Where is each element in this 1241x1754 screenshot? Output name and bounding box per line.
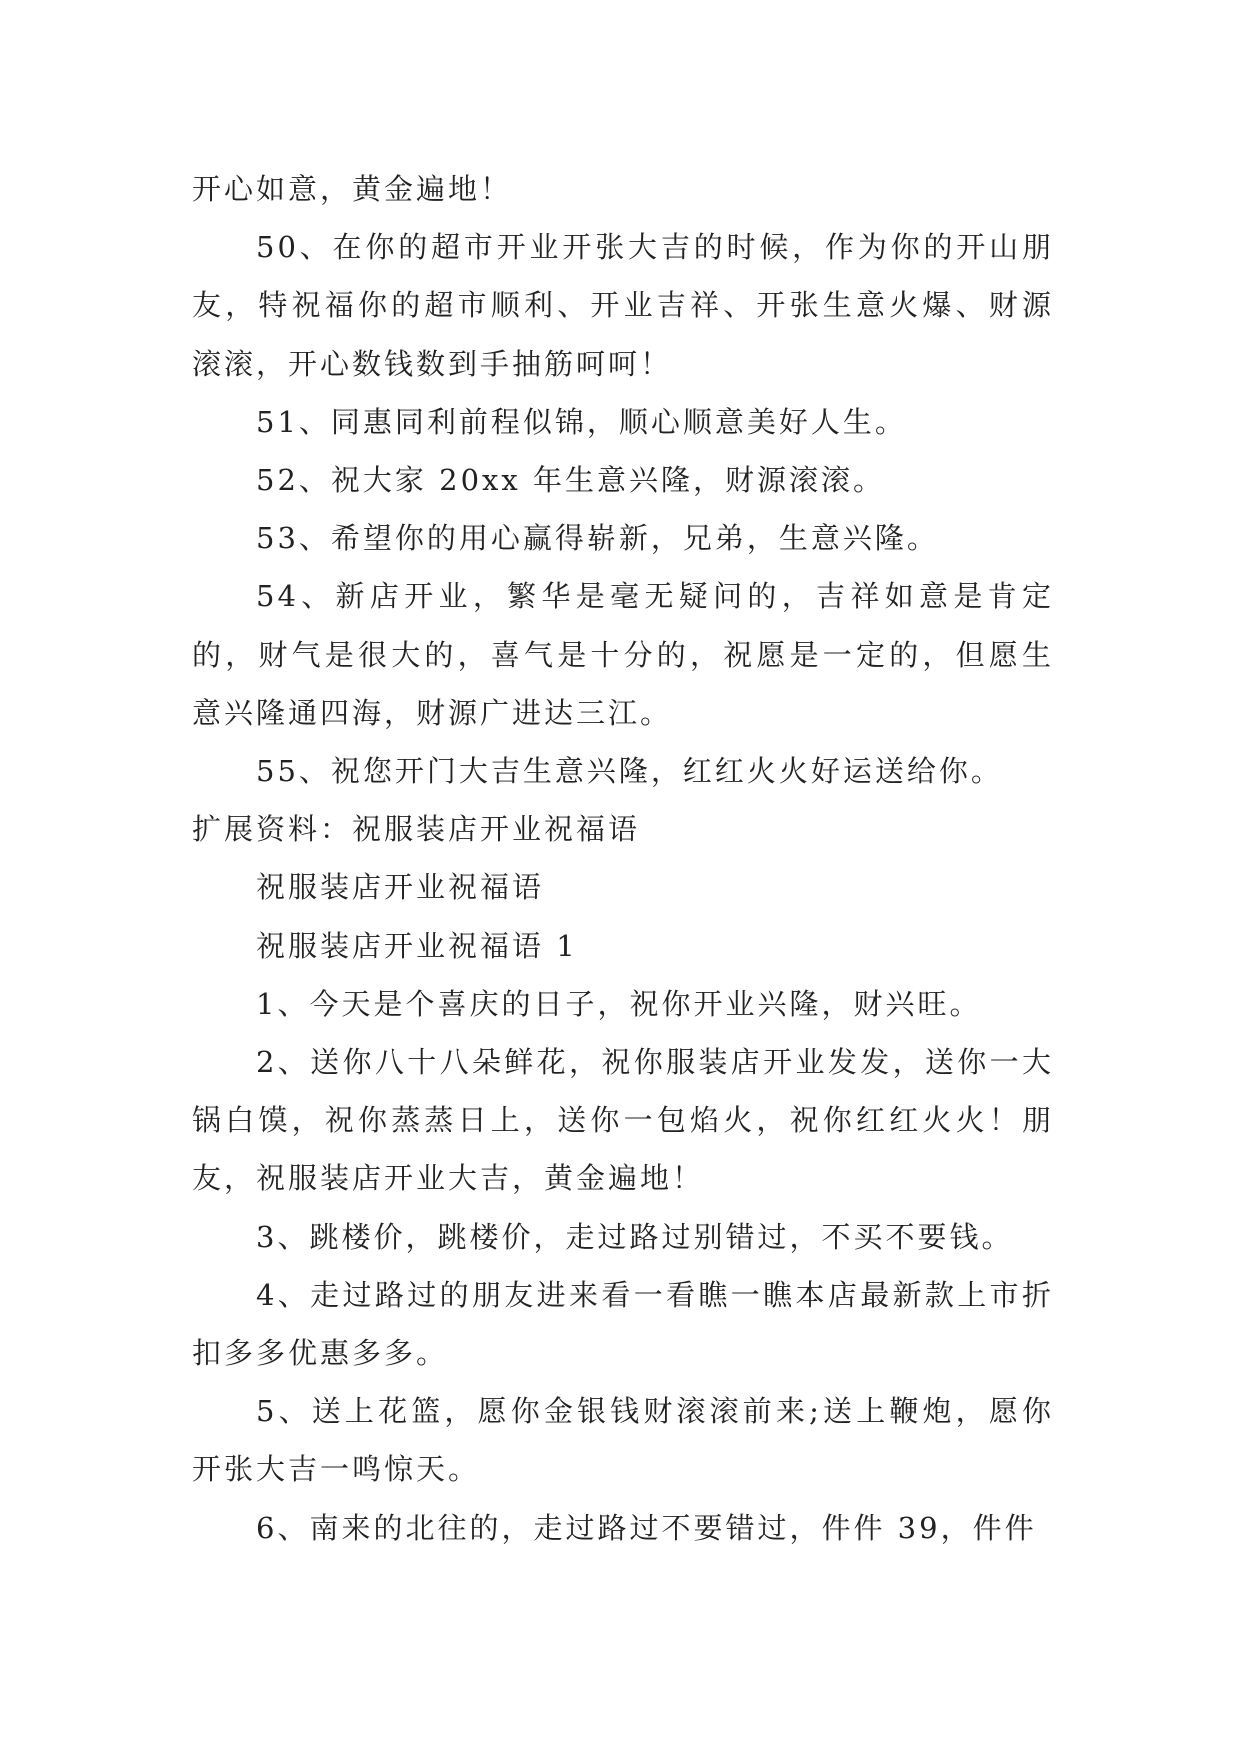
section-heading-extended: 扩展资料：祝服装店开业祝福语 <box>192 812 641 847</box>
paragraph-item-1: 1、今天是个喜庆的日子，祝你开业兴隆，财兴旺。 <box>256 986 982 1021</box>
paragraph-item-53: 53、希望你的用心赢得崭新，兄弟，生意兴隆。 <box>256 521 939 556</box>
paragraph-item-6: 6、南来的北往的，走过路过不要错过，件件 39，件件 <box>256 1510 1037 1545</box>
section-title: 祝服装店开业祝福语 <box>256 870 545 905</box>
document-body <box>192 160 1054 1557</box>
section-subtitle-1: 祝服装店开业祝福语 1 <box>256 928 578 963</box>
paragraph-item-55: 55、祝您开门大吉生意兴隆，红红火火好运送给你。 <box>256 754 1003 789</box>
paragraph-item-52: 52、祝大家 20xx 年生意兴隆，财源滚滚。 <box>256 463 885 498</box>
paragraph-item-2: 2、送你八十八朵鲜花，祝你服装店开业发发，送你一大锅白馍，祝你蒸蒸日上，送你一包焰火，祝你红红火火！朋友，祝服装店开业大吉，黄金遍地！ <box>192 1045 1054 1196</box>
paragraph-item-3: 3、跳楼价，跳楼价，走过路过别错过，不买不要钱。 <box>256 1219 1014 1254</box>
paragraph-item-50: 50、在你的超市开业开张大吉的时候，作为你的开山朋友，特祝福你的超市顺利、开业吉祥、开张生意火爆、财源滚滚，开心数钱数到手抽筋呵呵！ <box>192 230 1054 381</box>
paragraph-item-54: 54、新店开业，繁华是毫无疑问的，吉祥如意是肯定的，财气是很大的，喜气是十分的，祝愿是一定的，但愿生意兴隆通四海，财源广进达三江。 <box>192 579 1054 730</box>
paragraph-intro-tail: 开心如意，黄金遍地！ <box>192 172 513 206</box>
paragraph-item-5: 5、送上花篮，愿你金银钱财滚滚前来;送上鞭炮，愿你开张大吉一鸣惊天。 <box>192 1394 1054 1487</box>
paragraph-item-4: 4、走过路过的朋友进来看一看瞧一瞧本店最新款上市折扣多多优惠多多。 <box>192 1277 1054 1371</box>
paragraph-item-51: 51、同惠同利前程似锦，顺心顺意美好人生。 <box>256 404 907 439</box>
